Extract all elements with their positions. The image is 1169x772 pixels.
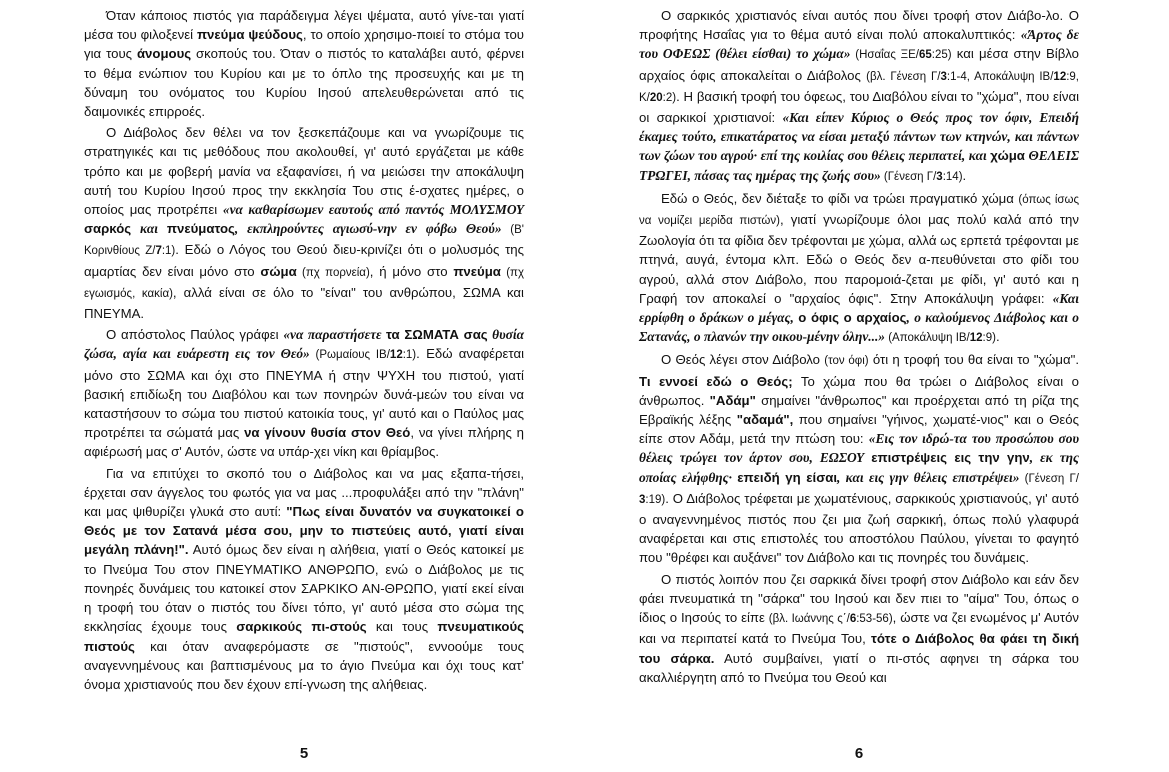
text-run: και [131, 221, 167, 237]
text-run: πνεύμα ψεύδους [196, 27, 303, 43]
text-run: . [995, 329, 1000, 345]
paragraph [639, 350, 1079, 567]
text-run: . [962, 167, 967, 183]
text-run: «να παραστήσετε [283, 327, 386, 343]
text-run: (βλ. Γένεση Γ/ [866, 70, 941, 83]
text-run: :53-56) [856, 613, 893, 626]
text-run: Για να επιτύχει το σκοπό του ο Διάβολος και να μας εξαπα-τήσει, έρχεται σαν άγγελος του φωτός για να μας ...προφυλάξει από την "πλάνη" και μας ψιθυρίζει γλυκά στο αυτί: [84, 465, 524, 520]
text-run: και μέσα στην Βίβλο αρχαίος όφις αποκαλείται ο Διάβολος [639, 46, 1080, 83]
text-run: , γιατί γνωρίζουμε όλοι μας πολύ καλά από την Ζωολογία ότι τα φίδια δεν τρέφονται με χώμα, αλλά ως ερπετά τρέφονται με πτηνά, αυγά, έντομα κλπ. Εδώ ο Θεός δεν α-πευθύνεται στο φίδι του αγρού, αλλά στον Διάβολο, που παρομοιά-ζεται με φίδι, γι' αυτό και η Γραφή τον αποκαλεί [639, 212, 1079, 306]
text-run: , εκπληρούντες αγιωσύ-νην εν φόβω Θεού» [234, 221, 502, 237]
text-run: , ή μόνο στο [369, 263, 454, 279]
paragraph [84, 464, 524, 694]
text-run: Τι εννοεί εδώ ο Θεός; [639, 373, 793, 389]
text-run: (τον όφι) [824, 355, 869, 368]
text-run: :25) [931, 49, 952, 62]
text-run: , να γίνει πλήρης η αφιέρωσή μας σ' Αυτόν, ώστε να υπάρ-χει νίκη και θρίαμβος. [84, 425, 524, 460]
text-run: . Εδώ ο Λόγος του Θεού διευ-κρινίζει ότι ο μολυσμός της αμαρτίας δεν είναι μόνο στο [84, 242, 524, 279]
text-run: (Ησαΐας ΞΕ/ [850, 49, 919, 62]
text-run: Ο απόστολος Παύλος γράφει [106, 327, 284, 343]
text-run: σαρκικούς πι-στούς [236, 619, 367, 635]
text-run: «Και ερρίφθη ο δράκων ο μέγας, [639, 290, 1080, 326]
text-run: , και εις γην θέλεις επιστρέψει» [837, 469, 1020, 485]
text-run: (πχ πορνεία) [296, 266, 370, 279]
text-run: και όταν αναφερόμαστε σε "πιστούς", εννοούμε τους αναγεννημένους και βαπτισμένους μα το άγιο Πνεύμα και όχι τους κατ' όνομα χριστιανούς που δεν έχουν επί-γνωση της αλήθειας. [84, 638, 524, 692]
text-run: Ο σαρκικός χριστιανός είναι αυτός που δίνει τροφή στον Διάβο-λο. Ο προφήτης Ησαΐας για το θέμα αυτό είναι πολύ αποκαλυπτικός: [639, 8, 1079, 43]
text-run: :19) [645, 493, 666, 506]
text-run: Εδώ ο Θεός, δεν διέταξε το φίδι να τρώει πραγματικό χώμα [661, 190, 1019, 206]
text-run: πνεύμα [453, 263, 501, 279]
text-run: τα ΣΩΜΑΤΑ σας [385, 327, 488, 343]
text-run: σκοπούς του. Όταν ο πιστός το καταλάβει αυτό, φέρνει το θέμα ενώπιον του Κυρίου και με το όπλο της προσευχής και με τη δύναμη του ονόματος του Κυρίου Ιησού απελευθερώνεται από τις δαιμονικές επιρροές. [84, 46, 524, 120]
text-run: ότι η τροφή του θα είναι το "χώμα". [868, 352, 1079, 368]
text-run: σημαίνει "άνθρωπος" και προέρχεται από τη ρίζα της Εβραϊκής λέξης [639, 392, 1079, 428]
text-run: 3 [639, 493, 646, 506]
paragraph [639, 570, 1079, 687]
text-run: "Πως είναι δυνατόν να συγκατοικεί ο Θεός με τον Σατανά μέσα σου, μην το πιστεύεις αυτό, γιατί είναι μεγάλη πλάνη!". [84, 504, 524, 558]
text-run: 12 [969, 332, 983, 345]
text-run: «Άρτος δε του ΟΦΕΩΣ (θέλει είσθαι) το χώμα» [639, 27, 1079, 62]
text-run: 12 [389, 349, 403, 362]
text-run: 6 [849, 613, 857, 626]
text-run: (Ρωμαίους ΙΒ/ [309, 349, 390, 362]
text-run: Ο πιστός λοιπόν που ζει σαρκικά δίνει τροφή στον Διάβολο και εάν δεν φάει πνευματικά τη "σάρκα" του Ιησού και δεν πιει το "αίμα" Του, όπως ο ίδιος ο Ιησούς το είπε [639, 571, 1079, 626]
text-run: να γίνουν θυσία στον Θεό [244, 425, 411, 441]
text-run: Ο Διάβολος δεν θέλει να τον ξεσκεπάζουμε και να γνωρίζουμε τις στρατηγικές και τις μεθόδους που ακολουθεί, γι' αυτό εργάζεται με κάθε τρόπο και με φοβερή μανία να εξαφανίσει, ή να μειώσει την αποκάλυψη αυτή του Κυρίου Ιησού προς την εκκλησία Του στις έ-σχατες ημέρες, ο οποίος μας προτρέπει [84, 125, 524, 218]
text-run: :9, Κ/ [639, 70, 1080, 104]
text-run: (όπως ίσως να νομίζει μερίδα πιστών) [639, 193, 1079, 228]
text-run: θυσία ζώσα, αγία και ευάρεστη εις τον Θεό» [84, 327, 524, 362]
text-run: επιστρέψεις εις την γην [871, 450, 1030, 466]
text-run: :1) [402, 349, 417, 362]
right-page-text [639, 6, 1079, 687]
text-run: (πχ εγωισμός, κακία) [84, 266, 524, 300]
text-run: , το οποίο χρησιμο-ποιεί το στόμα του για τους [84, 27, 524, 62]
text-run: 12 [1053, 70, 1067, 83]
text-run: σώμα [260, 263, 297, 279]
text-run: , εκ της οποίας ελήφθης· [639, 450, 1079, 485]
text-run: Αυτό όμως δεν είναι η αλήθεια, γιατί ο Θεός κατοικεί με το Πνεύμα Του στον ΠΝΕΥΜΑΤΙΚΟ ΑΝΘΡΩΠΟ, ενώ ο Διάβολος με τις πονηρές δυνάμεις του κατοικεί στον ΣΑΡΚΙΚΟ ΑΝ-ΘΡΩΠΟ, γιατί εκεί είναι η τροφή του όταν ο πιστός του δίνει τόπο, γι' αυτό μέσα στο σώμα της εκκλησίας έχουμε τους [84, 542, 524, 635]
page-number-left: 5 [299, 745, 309, 762]
text-run: 20 [649, 91, 663, 104]
text-run: άνομους [136, 46, 192, 62]
text-run: (Γένεση Γ/ [880, 170, 937, 183]
text-run: πνευματικούς πιστούς [84, 619, 524, 654]
text-run: Αυτό συμβαίνει, γιατί ο πι-στός αφηνει τη σάρκα του ακαλλιέργητη από το Πνεύμα του Θεού και [639, 650, 1079, 685]
text-run: (Γένεση Γ/ [1019, 472, 1079, 485]
text-run: πνεύματος [166, 221, 235, 237]
text-run: ο "αρχαίος όφις". Στην Αποκάλυψη γράφει: [774, 290, 1053, 306]
text-run: . Ο Διάβολος τρέφεται με χωματένιους, σαρκικούς χριστιανούς, γι' αυτό ο αναγεννημένος πιστός που ζει μια ζωή σαρκική, όπως πολύ γλαφυρά αναφέρεται και στις επιστολές του αποστόλου Παύλου, γίνεται το φαγητό που "θρέφει και αυξάνει" τον Διάβολο και τις πονηρές του δυνάμεις. [639, 490, 1079, 566]
text-run: 65 [918, 49, 932, 62]
text-run: 3 [936, 170, 943, 183]
text-run: Όταν κάποιος πιστός για παράδειγμα λέγει ψέματα, αυτό γίνε-ται γιατί μέσα του φιλοξενεί [84, 8, 524, 43]
text-run: ο όφις ο αρχαίος [798, 310, 907, 326]
text-run: "αδαμά", [736, 412, 794, 428]
text-run: :2) [662, 91, 677, 104]
text-run: ΘΕΛΕΙΣ ΤΡΩΓΕΙ, πάσας τας ημέρας της ζωής σου» [639, 148, 1079, 183]
text-run: , αλλά είναι σε όλο το "είναι" του ανθρώπου, ΣΩΜΑ και ΠΝΕΥΜΑ. [84, 284, 524, 322]
paragraph [84, 123, 524, 323]
text-run: :1) [161, 245, 176, 258]
paragraph [639, 189, 1079, 349]
text-run: 7 [155, 245, 162, 258]
left-page-text [84, 6, 524, 694]
text-run: (Β' Κορινθίους Ζ/ [84, 224, 525, 258]
text-run: , ώστε να ζει ενωμένος μ' Αυτόν και να περιπατεί κατά το Πνεύμα Του, [639, 610, 1079, 647]
text-run: Ο Θεός λέγει στον Διάβολο [661, 352, 825, 368]
text-run: Το χώμα που θα τρώει ο Διάβολος είναι ο άνθρωπος. [639, 373, 1079, 408]
page-number-right: 6 [854, 745, 864, 762]
text-run: επειδή γη είσαι [737, 469, 838, 485]
text-run: :9) [982, 332, 996, 345]
paragraph [639, 6, 1079, 187]
text-run: :14) [942, 170, 963, 183]
text-run: και τους [366, 619, 438, 635]
right-page [639, 6, 1079, 766]
text-run: . Εδώ αναφέρεται μόνο στο ΣΩΜΑ και όχι στο ΠΝΕΥΜΑ ή στην ΨΥΧΗ του πιστού, γιατί βασική επιδίωξη του Διαβόλου και των πονηρών δυνά-μεών του είναι να καταστήσουν το σώμα του πιστού κατοικία τους, γι' αυτό και ο Παύλος μας προτρέπει τα σώματά μας [84, 346, 525, 441]
paragraph [84, 6, 524, 121]
text-run: 3 [940, 70, 947, 83]
text-run: που σημαίνει "γήινος, χωματέ-νιος" και ο Θεός είπε στον Αδάμ, μετά την πτώση του: [639, 412, 1079, 447]
text-run: σαρκός [84, 221, 132, 237]
text-run: «να καθαρίσωμεν εαυτούς από παντός ΜΟΛΥΣΜΟΥ [222, 202, 525, 218]
text-run: . Η βασική τροφή του όφεως, του Διαβόλου είναι το "χώμα", που είναι οι σαρκικοί χριστιανοί: [639, 88, 1079, 126]
text-run: (Αποκάλυψη ΙΒ/ [885, 332, 970, 345]
text-run: , ο καλούμενος Διάβολος και ο Σατανάς, ο πλανών την οικου-μένην όλην...» [639, 310, 1079, 345]
text-run: τότε ο Διάβολος θα φάει τη δική του σάρκα. [639, 631, 1079, 666]
text-run: χώμα [990, 148, 1025, 164]
paragraph [84, 325, 524, 461]
left-page [84, 6, 524, 766]
text-run: "Αδάμ" [709, 392, 756, 408]
text-run: (βλ. Ιωάννης ς΄/ [768, 613, 850, 626]
text-run: :1-4, Αποκάλυψη ΙΒ/ [946, 70, 1054, 83]
text-run: «Εις τον ιδρώ-τα του προσώπου σου θέλεις τρώγει τον άρτον σου, ΕΩΣΟΥ [639, 431, 1080, 466]
text-run: «Και είπεν Κύριος ο Θεός προς τον όφιν, Επειδή έκαμες τούτο, επικατάρατος να είσαι μεταξύ πάντων των κτηνών, και πάντων των ζώων του αγρού· επί της κοιλίας σου θέλεις περιπατεί, και [639, 110, 1079, 164]
